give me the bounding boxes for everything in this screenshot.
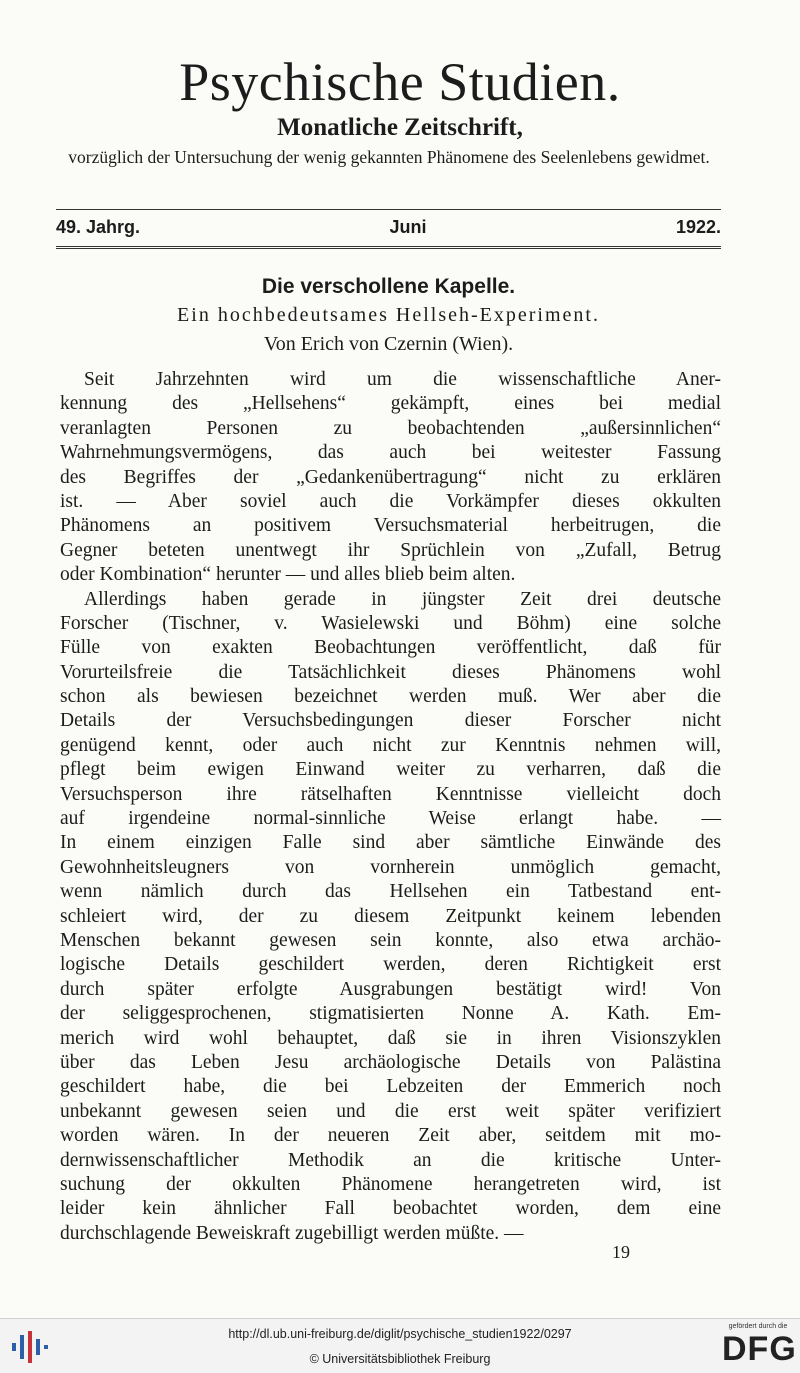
article-text-line: veranlagten Personen zu beobachtenden „außersinnlichen“ [60, 417, 721, 439]
article-text-line: Fülle von exakten Beobachtungen veröffentlicht, daß für [60, 637, 721, 659]
article-text-line: merich wird wohl behauptet, daß sie in ihren Visionszyklen [60, 1027, 721, 1049]
article-text-line: durch später erfolgte Ausgrabungen bestätigt wird! Von [60, 978, 721, 1000]
article-text-line: unbekannt gewesen seien und die erst weit später verifiziert [60, 1100, 721, 1122]
header-rule-bottom [56, 246, 721, 252]
article-body [60, 368, 721, 1246]
article-text-line: geschildert habe, die bei Lebzeiten der Emmerich noch [60, 1076, 721, 1098]
journal-subtitle: Monatliche Zeitschrift, [277, 114, 523, 141]
article-text-line: Phänomens an positivem Versuchsmaterial herbeitrugen, die [60, 515, 721, 537]
article-text-line: Gegner beteten unentwegt ihr Sprüchlein von „Zufall, Betrug [60, 539, 721, 561]
article-text-line: wenn nämlich durch das Hellsehen ein Tatbestand ent- [60, 881, 721, 903]
journal-tagline: vorzüglich der Untersuchung der wenig gekannten Phänomene des Seelenlebens gewidmet. [68, 147, 710, 167]
article-text-line: des Begriffes der „Gedankenübertragung“ nicht zu erklären [60, 466, 721, 488]
article-text-line: worden wären. In der neueren Zeit aber, seitdem mit mo- [60, 1125, 721, 1147]
article-text-line: pflegt beim ewigen Einwand weiter zu verharren, daß die [60, 759, 721, 781]
masthead [0, 52, 800, 168]
article-text-line: leider kein ähnlicher Fall beobachtet worden, dem eine [60, 1198, 721, 1220]
article-author: Von Erich von Czernin (Wien). [263, 333, 514, 355]
article-text-line: Allerdings haben gerade in jüngster Zeit drei deutsche [84, 588, 721, 610]
article-text-line: dernwissenschaftlicher Methodik an die kritische Unter- [60, 1149, 721, 1171]
article-text-line: In einem einzigen Falle sind aber sämtliche Einwände des [60, 832, 721, 854]
article-text-line: über das Leben Jesu archäologische Details von Palästina [60, 1051, 721, 1073]
issue-volume: 49. Jahrg. [56, 217, 141, 237]
dfg-wordmark: DFG [722, 1330, 797, 1368]
document-url-link[interactable]: http://dl.ub.uni-freiburg.de/diglit/psychische_studien1922/0297 [228, 1327, 572, 1341]
article-text-line: Seit Jahrzehnten wird um die wissenschaftliche Aner- [84, 369, 721, 390]
article-text-line: durchschlagende Beweiskraft zugebilligt werden müßte. — [60, 1222, 524, 1244]
dfg-funding-label: gefördert durch die [728, 1323, 788, 1330]
article-text-line: genügend kennt, oder auch nicht zur Kenntnis nehmen will, [60, 734, 721, 756]
article-text-line: suchung der okkulten Phänomene herangetreten wird, ist [60, 1173, 721, 1195]
article-header [56, 274, 721, 357]
journal-title: Psychische Studien. [179, 52, 621, 112]
header-rule-top [56, 209, 721, 210]
article-text-line: Wahrnehmungsvermögens, das auch bei weitester Fassung [60, 442, 721, 464]
viewer-footer [0, 1318, 800, 1373]
article-text-line: schleiert wird, der zu diesem Zeitpunkt keinem lebenden [60, 905, 721, 927]
issue-month: Juni [389, 217, 427, 237]
article-text-line: Versuchsperson ihre rätselhaften Kenntnisse vielleicht doch [60, 783, 721, 805]
article-text-line: Forscher (Tischner, v. Wasielewski und Böhm) eine solche [60, 612, 721, 634]
article-text-line: logische Details geschildert werden, deren Richtigkeit erst [60, 954, 721, 976]
article-text-line: ist. — Aber soviel auch die Vorkämpfer dieses okkulten [60, 490, 721, 512]
article-text-line: schon als bewiesen bezeichnet werden muß. Wer aber die [60, 686, 721, 708]
article-text-line: oder Kombination“ herunter — und alles blieb beim alten. [60, 564, 516, 586]
article-subtitle: Ein hochbedeutsames Hellseh-Experiment. [177, 304, 600, 326]
article-text-line: Menschen bekannt gewesen sein konnte, also etwa archäo- [60, 929, 721, 951]
issue-year: 1922. [675, 217, 721, 237]
article-text-line: Vorurteilsfreie die Tatsächlichkeit dieses Phänomens wohl [60, 661, 721, 683]
issue-line [56, 217, 721, 238]
page-number: 19 [612, 1242, 630, 1262]
article-text-line: der seliggesprochenen, stigmatisierten Nonne A. Kath. Em- [60, 1003, 721, 1025]
article-text-line: kennung des „Hellsehens“ gekämpft, eines bei medial [60, 393, 721, 415]
copyright-notice: © Universitätsbibliothek Freiburg [309, 1352, 491, 1366]
article-text-line: Details der Versuchsbedingungen dieser Forscher nicht [60, 710, 721, 732]
article-title: Die verschollene Kapelle. [261, 275, 516, 298]
article-text-line: auf irgendeine normal-sinnliche Weise erlangt habe. — [60, 808, 721, 830]
article-text-line: Gewohnheitsleugners von vornherein unmöglich gemacht, [60, 856, 721, 878]
dfg-logo [722, 1323, 797, 1371]
